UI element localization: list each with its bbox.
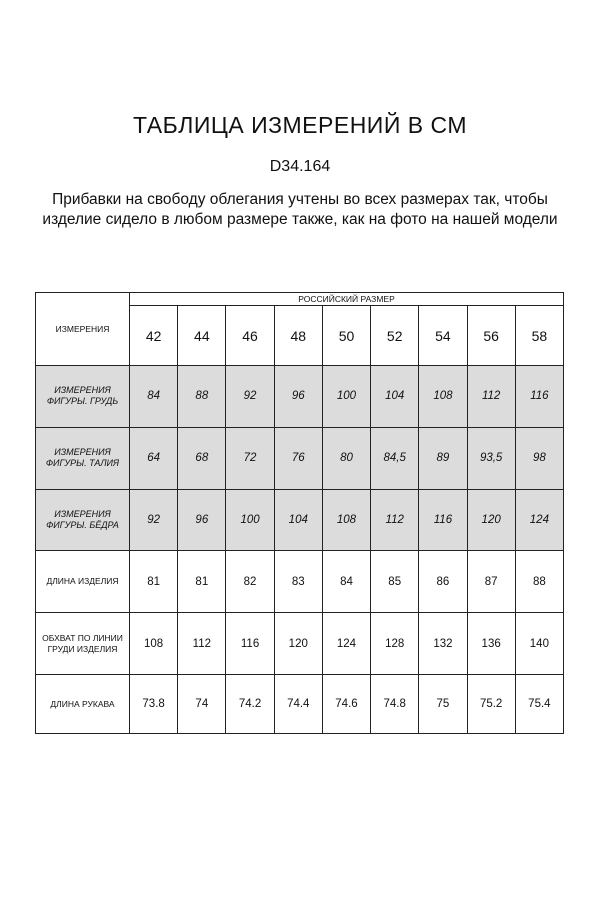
page-title: ТАБЛИЦА ИЗМЕРЕНИЙ В СМ [133,112,467,138]
row-label: ДЛИНА РУКАВА [36,675,130,734]
table-cell: 100 [322,365,370,427]
table-cell: 84,5 [371,427,419,489]
table-cell: 98 [515,427,563,489]
table-cell: 116 [419,489,467,551]
table-cell: 140 [515,613,563,675]
size-header-cell: 44 [178,306,226,366]
size-header-cell: 42 [130,306,178,366]
table-row [36,613,564,675]
table-cell: 88 [515,551,563,613]
table-cell: 84 [130,365,178,427]
table-cell: 89 [419,427,467,489]
table-cell: 83 [274,551,322,613]
table-cell: 128 [371,613,419,675]
table-cell: 74 [178,675,226,734]
table-cell: 120 [467,489,515,551]
measure-header: ИЗМЕРЕНИЯ [36,293,130,366]
table-row [36,365,564,427]
table-cell: 68 [178,427,226,489]
table-cell: 112 [467,365,515,427]
row-label: ИЗМЕРЕНИЯ ФИГУРЫ. ГРУДЬ [36,365,130,427]
table-row [36,427,564,489]
row-label: ДЛИНА ИЗДЕЛИЯ [36,551,130,613]
size-header-cell: 46 [226,306,274,366]
table-row [36,675,564,734]
table-cell: 74.6 [322,675,370,734]
table-cell: 74.4 [274,675,322,734]
table-cell: 108 [419,365,467,427]
table-cell: 136 [467,613,515,675]
table-cell: 132 [419,613,467,675]
table-cell: 100 [226,489,274,551]
table-cell: 82 [226,551,274,613]
size-header-cell: 54 [419,306,467,366]
table-cell: 108 [322,489,370,551]
table-cell: 88 [178,365,226,427]
table-cell: 116 [226,613,274,675]
table-cell: 124 [515,489,563,551]
table-row [36,551,564,613]
size-header-cell: 48 [274,306,322,366]
table-cell: 120 [274,613,322,675]
table-cell: 124 [322,613,370,675]
table-cell: 84 [322,551,370,613]
row-label: ОБХВАТ ПО ЛИНИИ ГРУДИ ИЗДЕЛИЯ [36,613,130,675]
table-cell: 75.4 [515,675,563,734]
table-cell: 104 [371,365,419,427]
table-cell: 64 [130,427,178,489]
product-code: D34.164 [269,158,331,175]
fit-note: Прибавки на свободу облегания учтены во всех размерах так, чтобы изделие сидело в любом размере также, как на фото на нашей модели [42,191,558,228]
table-cell: 96 [178,489,226,551]
table-cell: 75.2 [467,675,515,734]
table-cell: 86 [419,551,467,613]
table-cell: 73.8 [130,675,178,734]
table-cell: 80 [322,427,370,489]
table-cell: 108 [130,613,178,675]
size-header-cell: 50 [322,306,370,366]
table-cell: 85 [371,551,419,613]
table-cell: 92 [130,489,178,551]
table-cell: 96 [274,365,322,427]
table-cell: 93,5 [467,427,515,489]
table-row [36,489,564,551]
table-cell: 76 [274,427,322,489]
table-cell: 72 [226,427,274,489]
size-header-cell: 52 [371,306,419,366]
table-cell: 81 [178,551,226,613]
size-header-cell: 58 [515,306,563,366]
table-cell: 74.2 [226,675,274,734]
table-cell: 116 [515,365,563,427]
size-group-header: РОССИЙСКИЙ РАЗМЕР [130,293,564,306]
table-cell: 92 [226,365,274,427]
table-cell: 87 [467,551,515,613]
table-cell: 112 [178,613,226,675]
table-cell: 104 [274,489,322,551]
row-label: ИЗМЕРЕНИЯ ФИГУРЫ. БЁДРА [36,489,130,551]
size-header-cell: 56 [467,306,515,366]
table-cell: 75 [419,675,467,734]
table-cell: 112 [371,489,419,551]
table-cell: 81 [130,551,178,613]
row-label: ИЗМЕРЕНИЯ ФИГУРЫ. ТАЛИЯ [36,427,130,489]
table-cell: 74.8 [371,675,419,734]
size-table [35,292,564,734]
